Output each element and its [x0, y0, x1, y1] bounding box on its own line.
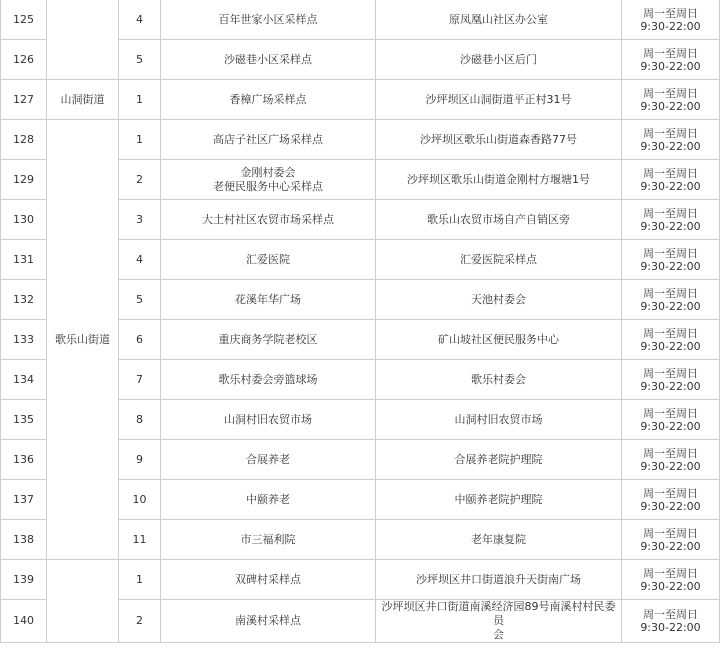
- row-number: 139: [1, 560, 47, 600]
- site-name: 双碑村采样点: [161, 560, 376, 600]
- table-row: [1, 560, 720, 600]
- site-name: 歌乐村委会旁篮球场: [161, 360, 376, 400]
- row-number: 129: [1, 160, 47, 200]
- opening-days: 周一至周日: [643, 126, 698, 140]
- site-name: [161, 160, 376, 200]
- opening-hours: [622, 320, 720, 360]
- opening-hours: [622, 160, 720, 200]
- opening-hours: [622, 440, 720, 480]
- site-name: 百年世家小区采样点: [161, 0, 376, 40]
- row-number: 125: [1, 0, 47, 40]
- row-number: 130: [1, 200, 47, 240]
- site-name: 重庆商务学院老校区: [161, 320, 376, 360]
- opening-days: 周一至周日: [643, 566, 698, 580]
- site-address: 老年康复院: [376, 520, 622, 560]
- site-index: 11: [119, 520, 161, 560]
- site-address: 汇爱医院采样点: [376, 240, 622, 280]
- opening-time: 9:30-22:00: [640, 459, 701, 473]
- site-index: 6: [119, 320, 161, 360]
- opening-time: 9:30-22:00: [640, 259, 701, 273]
- opening-time: 9:30-22:00: [640, 59, 701, 73]
- table-row: [1, 0, 720, 40]
- site-index: 7: [119, 360, 161, 400]
- row-number: 135: [1, 400, 47, 440]
- row-number: 133: [1, 320, 47, 360]
- opening-time: 9:30-22:00: [640, 299, 701, 313]
- row-number: 132: [1, 280, 47, 320]
- row-number: 128: [1, 120, 47, 160]
- site-index: 8: [119, 400, 161, 440]
- opening-time: 9:30-22:00: [640, 539, 701, 553]
- site-address: 沙坪坝区井口街道浪升天街南广场: [376, 560, 622, 600]
- site-address: 合展养老院护理院: [376, 440, 622, 480]
- site-name: 沙磁巷小区采样点: [161, 40, 376, 80]
- site-index: 10: [119, 480, 161, 520]
- site-name-line: 老便民服务中心采样点: [213, 179, 323, 193]
- site-index: 1: [119, 80, 161, 120]
- opening-hours: [622, 360, 720, 400]
- opening-time: 9:30-22:00: [640, 621, 701, 634]
- row-number: 131: [1, 240, 47, 280]
- site-address: 原凤凰山社区办公室: [376, 0, 622, 40]
- row-number: 136: [1, 440, 47, 480]
- opening-time: 9:30-22:00: [640, 219, 701, 233]
- opening-days: 周一至周日: [643, 608, 698, 621]
- opening-days: 周一至周日: [643, 166, 698, 180]
- site-address: [376, 600, 622, 643]
- site-name: 大土村社区农贸市场采样点: [161, 200, 376, 240]
- opening-days: 周一至周日: [643, 86, 698, 100]
- site-address: 天池村委会: [376, 280, 622, 320]
- site-address: 沙坪坝区山洞街道平正村31号: [376, 80, 622, 120]
- opening-time: 9:30-22:00: [640, 139, 701, 153]
- opening-hours: [622, 280, 720, 320]
- site-name-line: 金刚村委会: [240, 165, 296, 179]
- row-number: 126: [1, 40, 47, 80]
- opening-hours: [622, 400, 720, 440]
- opening-time: 9:30-22:00: [640, 99, 701, 113]
- site-index: 1: [119, 560, 161, 600]
- opening-hours: [622, 520, 720, 560]
- opening-hours: [622, 0, 720, 40]
- opening-days: 周一至周日: [643, 286, 698, 300]
- opening-time: 9:30-22:00: [640, 379, 701, 393]
- site-index: 9: [119, 440, 161, 480]
- site-index: 1: [119, 120, 161, 160]
- opening-days: 周一至周日: [643, 206, 698, 220]
- site-index: 2: [119, 160, 161, 200]
- street-cell: [47, 0, 119, 80]
- table-row: [1, 80, 720, 120]
- site-address-line: 沙坪坝区井口街道南溪经济园89号南溪村村民委员: [381, 600, 616, 627]
- opening-days: 周一至周日: [643, 526, 698, 540]
- opening-time: 9:30-22:00: [640, 419, 701, 433]
- opening-days: 周一至周日: [643, 446, 698, 460]
- site-name: 香樟广场采样点: [161, 80, 376, 120]
- opening-hours: [622, 560, 720, 600]
- street-cell: [47, 560, 119, 643]
- opening-time: 9:30-22:00: [640, 579, 701, 593]
- opening-time: 9:30-22:00: [640, 179, 701, 193]
- site-address: 沙坪坝区歌乐山街道森香路77号: [376, 120, 622, 160]
- site-name: 汇爱医院: [161, 240, 376, 280]
- site-index: 4: [119, 240, 161, 280]
- row-number: 134: [1, 360, 47, 400]
- site-address: 中颐养老院护理院: [376, 480, 622, 520]
- site-name: 高店子社区广场采样点: [161, 120, 376, 160]
- opening-days: 周一至周日: [643, 246, 698, 260]
- opening-hours: [622, 240, 720, 280]
- site-name: 合展养老: [161, 440, 376, 480]
- opening-days: 周一至周日: [643, 486, 698, 500]
- site-address: 歌乐村委会: [376, 360, 622, 400]
- opening-hours: [622, 600, 720, 643]
- opening-time: 9:30-22:00: [640, 19, 701, 33]
- table-row: [1, 120, 720, 160]
- site-address: 歌乐山农贸市场自产自销区旁: [376, 200, 622, 240]
- site-address: 山洞村旧农贸市场: [376, 400, 622, 440]
- street-cell: 歌乐山街道: [47, 120, 119, 560]
- site-address-line: 会: [493, 628, 504, 641]
- site-index: 2: [119, 600, 161, 643]
- opening-days: 周一至周日: [643, 46, 698, 60]
- site-name: 花溪年华广场: [161, 280, 376, 320]
- opening-days: 周一至周日: [643, 406, 698, 420]
- opening-hours: [622, 80, 720, 120]
- opening-hours: [622, 480, 720, 520]
- opening-days: 周一至周日: [643, 366, 698, 380]
- row-number: 137: [1, 480, 47, 520]
- site-name: 中颐养老: [161, 480, 376, 520]
- site-address: 矿山坡社区便民服务中心: [376, 320, 622, 360]
- site-index: 5: [119, 280, 161, 320]
- street-cell: 山洞街道: [47, 80, 119, 120]
- opening-days: 周一至周日: [643, 326, 698, 340]
- site-index: 3: [119, 200, 161, 240]
- site-address: 沙坪坝区歌乐山街道金刚村方堰塘1号: [376, 160, 622, 200]
- row-number: 138: [1, 520, 47, 560]
- row-number: 140: [1, 600, 47, 643]
- row-number: 127: [1, 80, 47, 120]
- opening-time: 9:30-22:00: [640, 339, 701, 353]
- site-address: 沙磁巷小区后门: [376, 40, 622, 80]
- opening-days: 周一至周日: [643, 6, 698, 20]
- site-index: 5: [119, 40, 161, 80]
- site-index: 4: [119, 0, 161, 40]
- opening-hours: [622, 40, 720, 80]
- site-name: 南溪村采样点: [161, 600, 376, 643]
- site-name: 市三福利院: [161, 520, 376, 560]
- site-name: 山洞村旧农贸市场: [161, 400, 376, 440]
- opening-hours: [622, 120, 720, 160]
- opening-time: 9:30-22:00: [640, 499, 701, 513]
- opening-hours: [622, 200, 720, 240]
